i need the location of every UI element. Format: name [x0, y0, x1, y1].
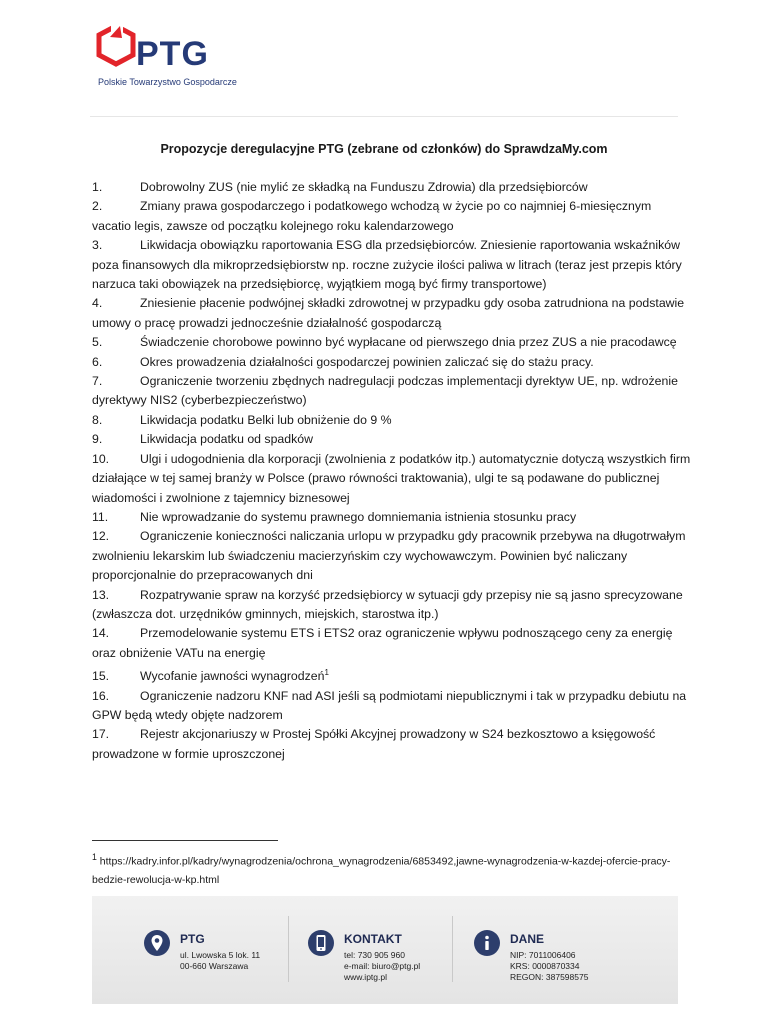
- list-item: [92, 294, 692, 333]
- location-pin-icon: [144, 930, 170, 956]
- footer-kontakt-heading: KONTAKT: [344, 932, 402, 946]
- document-title: Propozycje deregulacyjne PTG (zebrane od członków) do SprawdzaMy.com: [160, 142, 608, 156]
- logo-subtitle: Polskie Towarzystwo Gospodarcze: [98, 77, 237, 87]
- ptg-logo: [96, 24, 236, 94]
- list-item: [92, 236, 692, 294]
- list-item-text: Świadczenie chorobowe powinno być wypłacane od pierwszego dnia przez ZUS a nie pracodawcę: [140, 335, 677, 350]
- footer-regon: REGON: 387598575: [510, 972, 589, 982]
- list-item-text: Likwidacja podatku Belki lub obniżenie do 9 %: [140, 412, 392, 427]
- footer-address-city: 00-660 Warszawa: [180, 961, 249, 971]
- list-item: [92, 725, 692, 764]
- footer-phone: tel: 730 905 960: [344, 950, 405, 960]
- logo-wordmark: PTG: [136, 35, 209, 73]
- proposal-list: [92, 178, 692, 764]
- footer-separator: [288, 916, 289, 982]
- footer-krs: KRS: 0000870334: [510, 961, 580, 971]
- list-item-text: Ulgi i udogodnienia dla korporacji (zwolnienia z podatków itp.) automatycznie dotyczą wszystkich firm działające w tej samej branży w Polsce (prawo równości traktowania), ulgi te są podawane do publicznej wiadomości i zwolnione z tajemnicy biznesowej: [92, 451, 691, 505]
- footnote-text: https://kadry.infor.pl/kadry/wynagrodzenia/ochrona_wynagrodzenia/6853492,jawne-wynagrodzenia-w-kazdej-ofercie-pracy-bedzie-rewolucja-w-kp.html: [92, 855, 671, 886]
- list-item-number: 14.: [92, 626, 110, 641]
- list-item: [92, 586, 692, 625]
- list-item-number: 4.: [92, 296, 103, 311]
- list-item-number: 5.: [92, 335, 103, 350]
- list-item-number: 7.: [92, 374, 103, 389]
- list-item: [92, 197, 692, 236]
- footnote-reference: 1: [324, 668, 329, 678]
- list-item: [92, 353, 692, 372]
- footer-email: e-mail: biuro@ptg.pl: [344, 961, 421, 971]
- list-item: [92, 687, 692, 726]
- footer-separator: [452, 916, 453, 982]
- header-divider: [90, 116, 678, 117]
- list-item-text: Ograniczenie tworzeniu zbędnych nadregulacji podczas implementacji dyrektyw UE, np. wdrożenie dyrektywy NIS2 (cyberbezpieczeństwo): [92, 374, 678, 408]
- list-item-number: 13.: [92, 587, 110, 602]
- list-item-number: 6.: [92, 354, 103, 369]
- list-item: [92, 333, 692, 352]
- list-item-number: 15.: [92, 669, 110, 684]
- list-item: [92, 450, 692, 508]
- footer-nip: NIP: 7011006406: [510, 950, 576, 960]
- footer-ptg-heading: PTG: [180, 932, 205, 946]
- list-item-number: 9.: [92, 432, 103, 447]
- list-item-text: Dobrowolny ZUS (nie mylić ze składką na Funduszu Zdrowia) dla przedsiębiorców: [140, 180, 588, 194]
- list-item-text: Ograniczenie nadzoru KNF nad ASI jeśli są podmiotami niepublicznymi i tak w przypadku debiutu na GPW będą wtedy objęte nadzorem: [92, 688, 687, 723]
- footnote-mark: 1: [92, 852, 97, 862]
- list-item: [92, 508, 692, 527]
- page-footer: [92, 896, 678, 1004]
- list-item-number: 12.: [92, 529, 110, 544]
- footer-ptg: [144, 930, 324, 1000]
- list-item-number: 11.: [92, 509, 109, 524]
- list-item-number: 2.: [92, 199, 103, 214]
- footnote: [92, 848, 672, 889]
- list-item: [92, 624, 692, 663]
- footer-dane: [474, 930, 644, 1000]
- list-item-text: Ograniczenie konieczności naliczania urlopu w przypadku gdy pracownik przebywa na długotrwałym zwolnieniu lekarskim lub świadczeniu macierzyńskim czy wychowawczym. Powinien być naliczany proporcjonalnie do przepracowanych dni: [92, 529, 686, 583]
- list-item-text: Wycofanie jawności wynagrodzeń: [140, 669, 325, 684]
- list-item: [92, 527, 692, 585]
- list-item-number: 17.: [92, 727, 110, 742]
- list-item: [92, 372, 692, 411]
- footer-address-street: ul. Lwowska 5 lok. 11: [180, 950, 261, 960]
- list-item-text: Nie wprowadzanie do systemu prawnego domniemania istnienia stosunku pracy: [140, 509, 577, 524]
- footer-dane-heading: DANE: [510, 932, 545, 946]
- list-item-number: 16.: [92, 688, 110, 703]
- footnote-divider: [92, 840, 278, 841]
- list-item-number: 10.: [92, 451, 110, 466]
- list-item: [92, 663, 692, 687]
- list-item-text: Przemodelowanie systemu ETS i ETS2 oraz ograniczenie wpływu podnoszącego ceny za energię oraz obniżenie VATu na energię: [92, 626, 673, 660]
- phone-icon: [308, 930, 334, 956]
- list-item: [92, 430, 692, 449]
- ptg-logo-mark-icon: [96, 24, 136, 68]
- list-item: [92, 178, 692, 197]
- list-item-text: Rozpatrywanie spraw na korzyść przedsiębiorcy w sytuacji gdy przepisy nie są jasno sprecyzowane (zwłaszcza dot. urzędników gminnych, miejskich, starostwa itp.): [92, 587, 683, 621]
- list-item-text: Likwidacja podatku od spadków: [140, 432, 313, 447]
- footer-website: www.iptg.pl: [344, 972, 387, 982]
- list-item-text: Okres prowadzenia działalności gospodarczej powinien zaliczać się do stażu pracy.: [140, 354, 594, 369]
- info-icon: [474, 930, 500, 956]
- list-item-text: Rejestr akcjonariuszy w Prostej Spółki Akcyjnej prowadzony w S24 bezkosztowo a księgowość prowadzone w formie uproszczonej: [92, 727, 656, 761]
- list-item-text: Zniesienie płacenie podwójnej składki zdrowotnej w przypadku gdy osoba zatrudniona na podstawie umowy o pracę prowadzi jednocześnie działalność gospodarczą: [92, 296, 685, 330]
- list-item-number: 1.: [92, 180, 103, 194]
- list-item-number: 3.: [92, 238, 103, 253]
- list-item-number: 8.: [92, 412, 103, 427]
- list-item-text: Zmiany prawa gospodarczego i podatkowego wchodzą w życie po co najmniej 6-miesięcznym vacatio legis, zawsze od początku kolejnego roku kalendarzowego: [92, 199, 652, 233]
- list-item-text: Likwidacja obowiązku raportowania ESG dla przedsiębiorców. Zniesienie raportowania wskaźników poza finansowych dla mikroprzedsiębiorstw np. roczne zużycie ilości paliwa w litrach (teraz jest przepis który narzuca taki obowiązek na przedsiębiorcę, wyjątkiem mogą być firmy transportowe): [92, 238, 682, 292]
- list-item: [92, 411, 692, 430]
